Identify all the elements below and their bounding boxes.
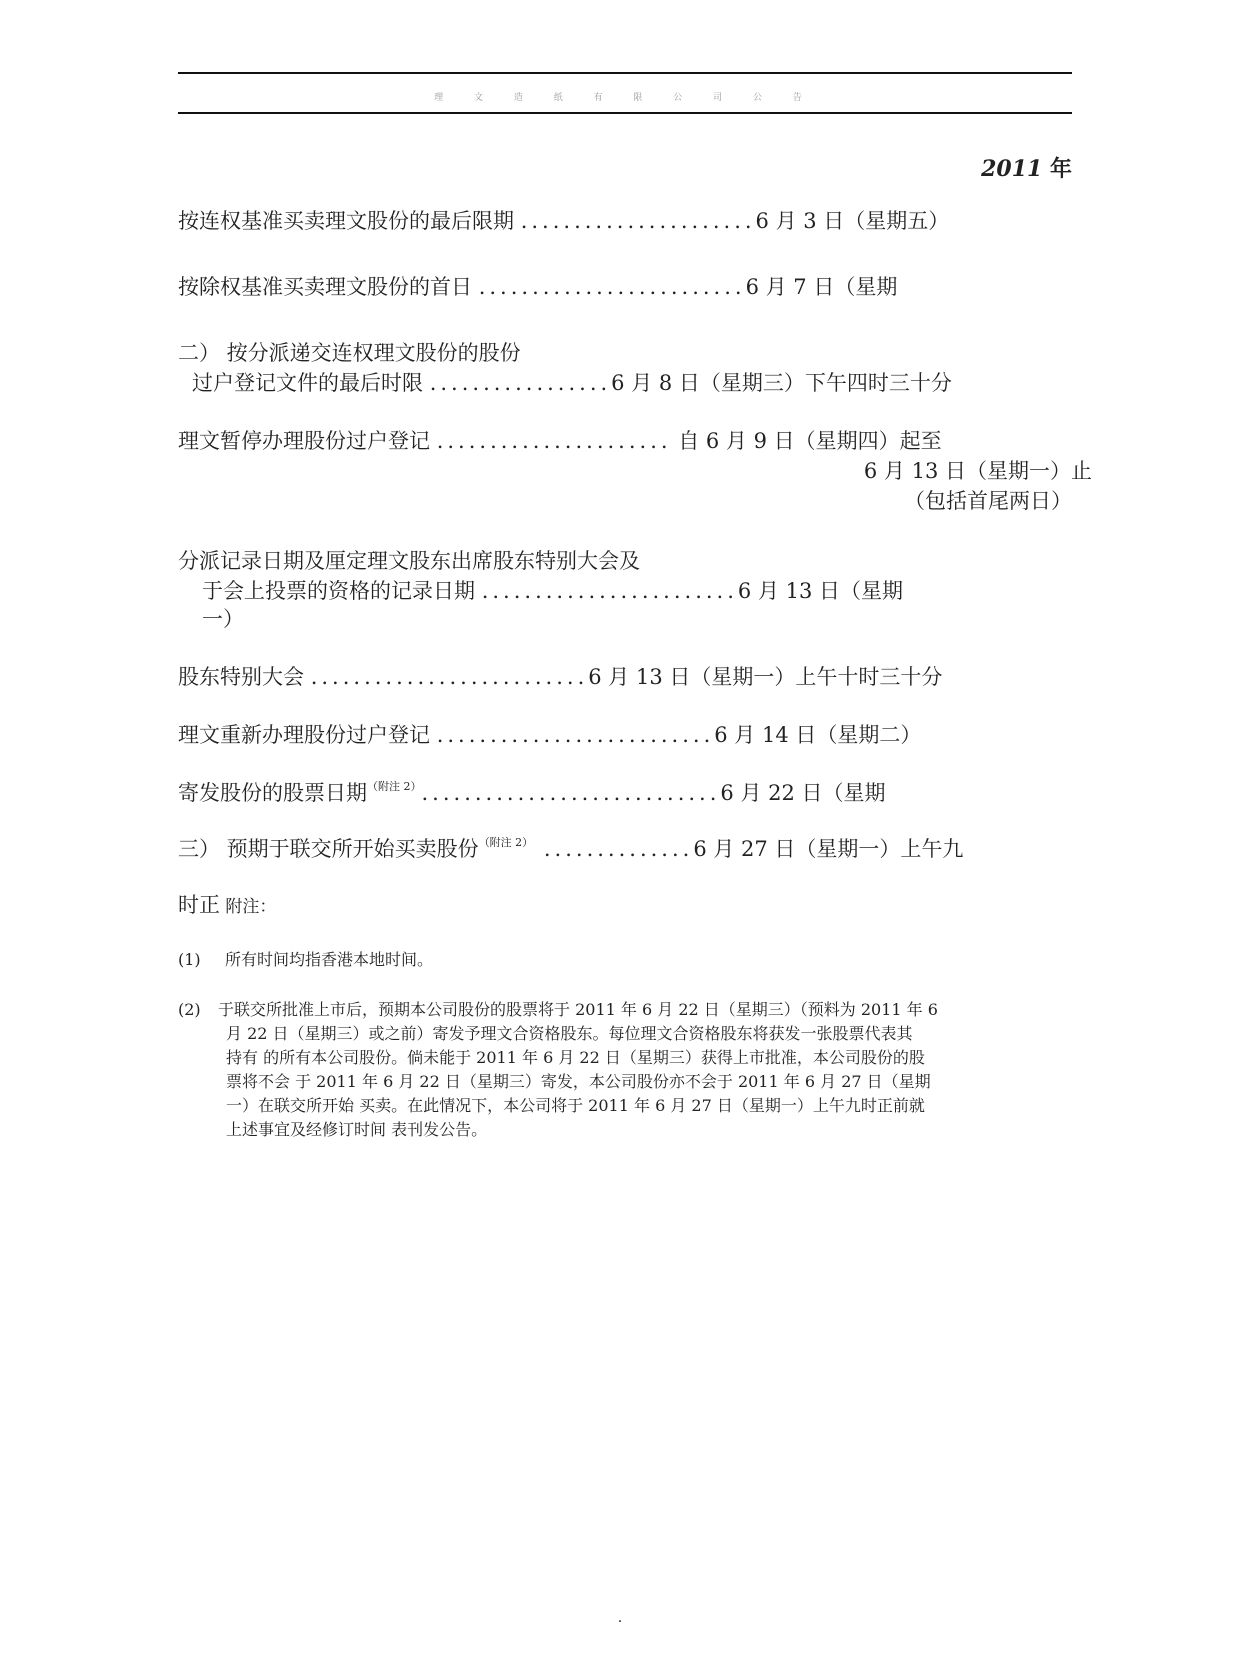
header-bottom-rule [178,112,1072,114]
notes-heading: 附注： [220,897,277,917]
row-label: 按除权基准买卖理文股份的首日 [178,275,479,299]
timetable-row [178,206,949,236]
header-top-rule [178,72,1072,74]
row-value: 6 月 13 日（星期 [737,579,904,603]
timetable-row [178,426,942,456]
leader-dots: ............................ [421,781,721,805]
timetable-row-continuation [864,456,1092,486]
note-2-line: 持有 的所有本公司股份。倘未能于 2011 年 6 月 22 日（星期三）获得上市批准，本公司股份的股 [226,1048,925,1067]
row-value: 6 月 3 日（星期五） [755,209,950,233]
timetable-row [178,546,640,576]
note-2-line: 月 22 日（星期三）或之前）寄发予理文合资格股东。每位理文合资格股东将获发一张股票代表其 [226,1024,913,1043]
timetable-row [202,576,903,606]
row-label: 一） [202,607,244,631]
row-value: 6 月 22 日（星期 [720,781,886,805]
note-1-number: (1) [178,950,201,969]
timetable-row [178,662,942,692]
timetable-row [178,338,521,368]
year-unit: 年 [1049,156,1072,182]
row-value: 6 月 8 日（星期三）下午四时三十分 [611,371,952,395]
leader-dots: .......................... [310,665,589,689]
row-label: 寄发股份的股票日期 [178,781,367,805]
leader-dots: ......................... [478,275,746,299]
timetable-row [178,834,963,864]
leader-dots: ........................ [481,579,738,603]
row-value: 6 月 27 日（星期一）上午九 [693,837,964,861]
leader-dots: .......................... [436,723,715,747]
leader-dots: ................. [429,371,612,395]
timetable-row-continuation [202,604,244,634]
row-label: 二） 按分派递交连权理文股份的股份 [178,341,521,365]
year-label [981,152,1072,183]
note-ref: （附注 2） [367,780,422,793]
row-label: 股东特别大会 [178,665,311,689]
row-label: 分派记录日期及厘定理文股东出席股东特别大会及 [178,549,640,573]
timetable-row [178,890,276,922]
timetable-row [192,368,952,398]
note-2-line: 上述事宜及经修订时间 表刊发公告。 [226,1120,488,1139]
row-label: 理文暂停办理股份过户登记 [178,429,437,453]
row-value: 6 月 7 日（星期 [745,275,898,299]
timetable-row [178,778,886,808]
row-label: 时正 [178,893,220,917]
note-ref: （附注 2） [478,836,534,849]
row-value: 6 月 13 日（星期一）上午十时三十分 [588,665,943,689]
timetable-row [178,272,897,302]
row-label: 按连权基准买卖理文股份的最后限期 [178,209,521,233]
header-text: 理 文 造 纸 有 限 公 司 公 告 [434,93,816,103]
row-label: 于会上投票的资格的记录日期 [202,579,482,603]
row-value: 6 月 14 日（星期二） [714,723,922,747]
row-label: 理文重新办理股份过户登记 [178,723,437,747]
note-2-line: 于联交所批准上市后，预期本公司股份的股票将于 2011 年 6 月 22 日（星期三）（预料为 2011 年 6 [218,1000,938,1019]
note-1-text: 所有时间均指香港本地时间。 [225,950,434,969]
row-label: 三） 预期于联交所开始买卖股份 [178,837,479,861]
row-value: 自 6 月 9 日（星期四）起至 [671,429,942,453]
year-number: 2011 [981,156,1043,182]
note-2-line: 一）在联交所开始 买卖。在此情况下，本公司将于 2011 年 6 月 27 日（星期一）上午九时正前就 [226,1096,925,1115]
footer-mark: . [617,1610,623,1626]
timetable-row-continuation [904,486,1072,516]
timetable-row [178,720,921,750]
row-label: 过户登记文件的最后时限 [192,371,430,395]
leader-dots: .............. [533,837,694,861]
note-2-text [218,998,1078,1142]
note-2-number: (2) [178,1000,201,1019]
leader-dots: ...................... [520,209,756,233]
row-value: 6 月 13 日（星期一）止 [863,459,1092,483]
leader-dots: ...................... [436,429,672,453]
note-2-line: 票将不会 于 2011 年 6 月 22 日（星期三）寄发，本公司股份亦不会于 2011 年 6 月 27 日（星期 [226,1072,931,1091]
row-value: （包括首尾两日） [904,489,1072,513]
